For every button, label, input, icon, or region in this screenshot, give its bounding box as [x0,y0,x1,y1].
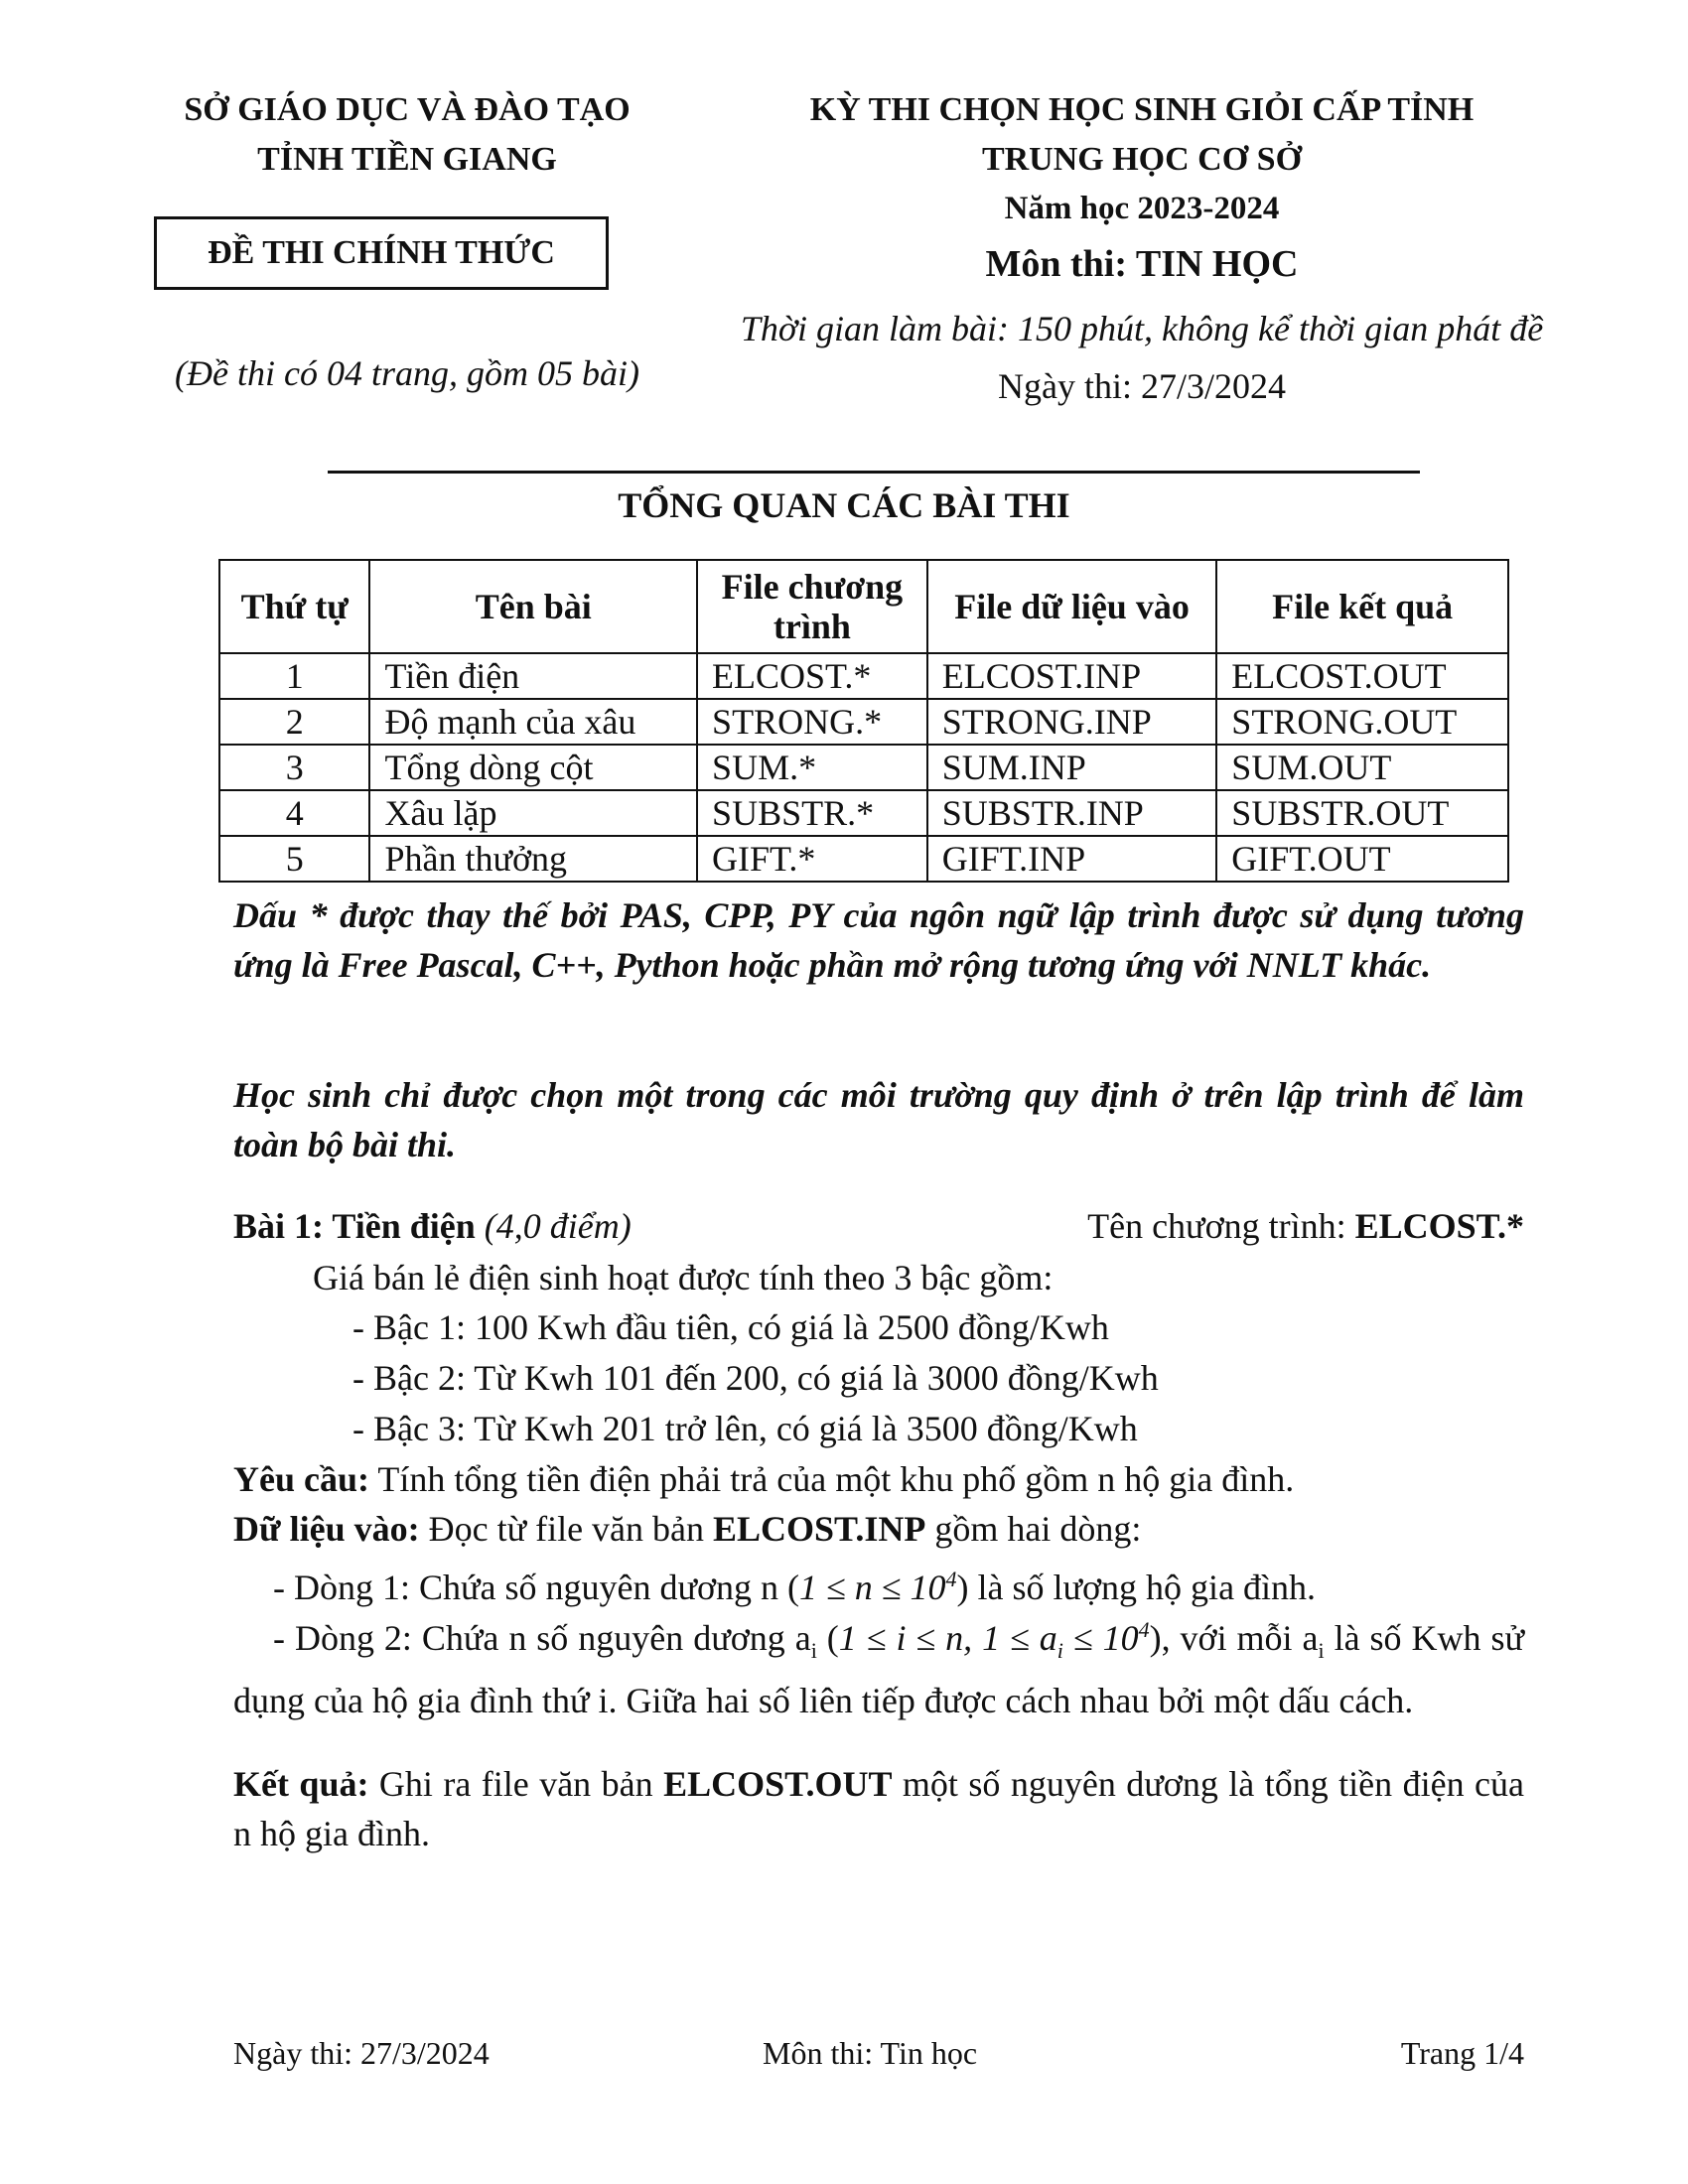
problem-1-intro: Giá bán lẻ điện sinh hoạt được tính theo 3 bậc gồm: [313,1258,1054,1297]
cell-order: 4 [219,790,369,836]
output-text-b: một số nguyên dương là tổng tiền điện của n hộ gia đình. [233,1764,1524,1853]
cell-input-file: STRONG.INP [927,699,1217,745]
cell-input-file: ELCOST.INP [927,653,1217,699]
time-limit: Thời gian làm bài: 150 phút, không kể thời gian phát đề [740,309,1544,348]
exam-title-line-2: TRUNG HỌC CƠ SỞ [981,141,1303,178]
table-row [219,836,1508,882]
table-row [219,653,1508,699]
input-text-b: gồm hai dòng: [925,1509,1142,1549]
table-row [219,790,1508,836]
subject-name: TIN HỌC [1135,243,1299,285]
output-spec [233,1759,1524,1858]
requirement-label: Yêu cầu: [233,1459,369,1499]
footer-page: Trang 1/4 [1400,2035,1524,2071]
cell-input-file: SUBSTR.INP [927,790,1217,836]
cell-name: Độ mạnh của xâu [369,699,697,745]
input-text-a: Đọc từ file văn bản [419,1509,714,1549]
authority-line-2: TỈNH TIỀN GIANG [257,141,557,178]
environment-note: Học sinh chỉ được chọn một trong các môi trường quy định ở trên lập trình để làm toàn bộ bài thi. [233,1075,1524,1164]
official-exam-box: ĐỀ THI CHÍNH THỨC [154,216,609,290]
line2-math-2: ≤ 10 [1062,1618,1139,1658]
issuing-authority [129,85,685,185]
tier-2: - Bậc 2: Từ Kwh 101 đến 200, có giá là 3000 đồng/Kwh [352,1358,1159,1398]
line1-exp: 4 [945,1567,957,1591]
table-row [219,745,1508,790]
input-label: Dữ liệu vào: [233,1509,420,1549]
line1-text-a: - Dòng 1: Chứa số nguyên dương n ( [273,1568,800,1607]
requirement-text: Tính tổng tiền điện phải trả của một khu phố gồm n hộ gia đình. [369,1459,1295,1499]
cell-name: Phần thưởng [369,836,697,882]
program-name: ELCOST.* [1354,1206,1524,1246]
col-header-program-file: File chương trình [697,560,927,653]
footer-subject: Môn thi: Tin học [763,2035,978,2071]
authority-line-1: SỞ GIÁO DỤC VÀ ĐÀO TẠO [184,91,631,128]
problem-1-heading [233,1201,1524,1251]
cell-name: Tổng dòng cột [369,745,697,790]
cell-output-file: ELCOST.OUT [1216,653,1508,699]
cell-output-file: SUBSTR.OUT [1216,790,1508,836]
cell-order: 3 [219,745,369,790]
cell-program-file: ELCOST.* [697,653,927,699]
input-line-2 [233,1605,1524,1725]
output-label: Kết quả: [233,1764,369,1804]
line1-text-b: ) là số lượng hộ gia đình. [956,1568,1317,1607]
line2-sub-2: i [1318,1638,1325,1664]
exam-title-line-1: KỲ THI CHỌN HỌC SINH GIỎI CẤP TỈNH [809,91,1475,128]
problem-1-program [1087,1201,1524,1251]
cell-input-file: SUM.INP [927,745,1217,790]
line2-sub: i [810,1638,817,1664]
input-spec [233,1504,1524,1554]
requirement [233,1454,1524,1504]
line2-text-d: là số Kwh sử dụng của hộ gia đình thứ i. Giữa hai số liên tiếp được cách nhau bởi một dấu cách. [233,1618,1524,1721]
school-year: Năm học 2023-2024 [1004,191,1280,226]
line2-math-sub: i [1056,1638,1063,1664]
tier-3: - Bậc 3: Từ Kwh 201 trở lên, có giá là 3500 đồng/Kwh [352,1409,1138,1448]
cell-output-file: GIFT.OUT [1216,836,1508,882]
extension-note: Dấu * được thay thế bởi PAS, CPP, PY của ngôn ngữ lập trình được sử dụng tương ứng là Free Pascal, C++, Python hoặc phần mở rộng tương ứng với NNLT khác. [233,895,1524,985]
cell-output-file: STRONG.OUT [1216,699,1508,745]
overview-table [218,559,1509,883]
exam-title [685,85,1599,185]
line2-exp: 4 [1138,1617,1150,1642]
divider-rule [328,471,1420,474]
cell-output-file: SUM.OUT [1216,745,1508,790]
table-row [219,699,1508,745]
cell-program-file: STRONG.* [697,699,927,745]
exam-date: Ngày thi: 27/3/2024 [998,366,1286,406]
cell-program-file: GIFT.* [697,836,927,882]
cell-order: 5 [219,836,369,882]
cell-program-file: SUM.* [697,745,927,790]
cell-name: Tiền điện [369,653,697,699]
output-file: ELCOST.OUT [663,1764,893,1804]
program-label: Tên chương trình: [1087,1206,1355,1246]
line2-text-a: - Dòng 2: Chứa n số nguyên dương a [273,1618,811,1658]
line2-math-1: 1 ≤ i ≤ n, 1 ≤ a [838,1618,1057,1658]
col-header-name: Tên bài [369,560,697,653]
table-header-row [219,560,1508,653]
problem-1-title: Bài 1: Tiền điện [233,1206,476,1246]
cell-program-file: SUBSTR.* [697,790,927,836]
cell-order: 2 [219,699,369,745]
line1-math: 1 ≤ n ≤ 10 [799,1568,946,1607]
cell-name: Xâu lặp [369,790,697,836]
input-line-1 [233,1555,1524,1612]
subject-line [685,242,1599,286]
cell-order: 1 [219,653,369,699]
col-header-output-file: File kết quả [1216,560,1508,653]
cell-input-file: GIFT.INP [927,836,1217,882]
output-text-a: Ghi ra file văn bản [368,1764,664,1804]
col-header-input-file: File dữ liệu vào [927,560,1217,653]
subject-label: Môn thi: [985,243,1136,285]
tier-1: - Bậc 1: 100 Kwh đầu tiên, có giá là 2500 đồng/Kwh [352,1307,1109,1347]
footer-date: Ngày thi: 27/3/2024 [233,2035,490,2071]
line2-text-b: ( [816,1618,839,1658]
line2-text-c: ), với mỗi a [1149,1618,1319,1658]
overview-title: TỔNG QUAN CÁC BÀI THI [618,485,1070,525]
problem-1-points: (4,0 điểm) [484,1206,632,1246]
col-header-order: Thứ tự [219,560,369,653]
pages-note: (Đề thi có 04 trang, gồm 05 bài) [175,353,639,393]
input-file: ELCOST.INP [713,1509,926,1549]
